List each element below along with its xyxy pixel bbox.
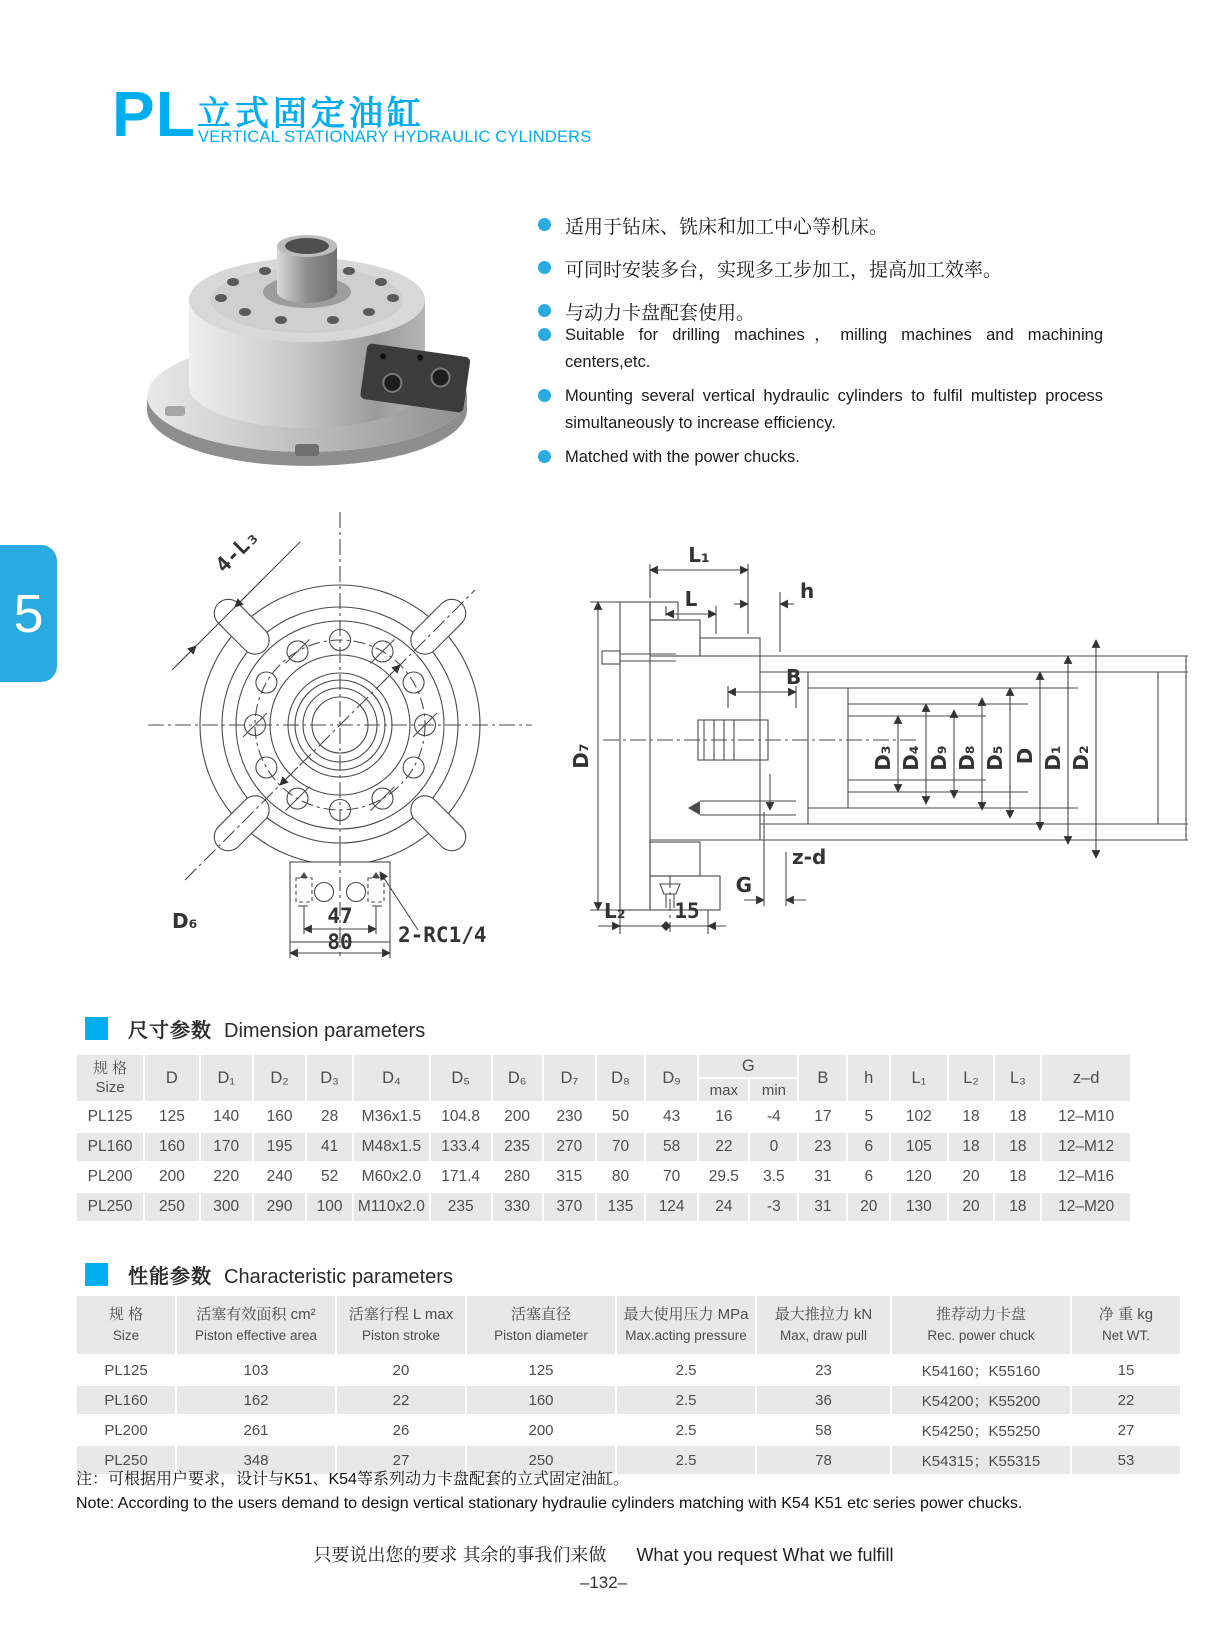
b-label: B (786, 665, 802, 689)
col-L2: L₂ (948, 1054, 995, 1102)
d6-label: D₆ (172, 909, 198, 933)
bullet-icon (538, 261, 551, 274)
col-D: D (144, 1054, 199, 1102)
col-net-weight: 净 重 kg Net WT. (1071, 1295, 1181, 1355)
series-code: PL (112, 78, 196, 150)
features-en (538, 322, 1103, 478)
col-h: h (847, 1054, 890, 1102)
col-D1: D₁ (200, 1054, 253, 1102)
note-en: Note: According to the users demand to design vertical stationary hydraulie cylinders matching with K54 K51 etc series power chucks. (76, 1495, 1023, 1512)
chapter-tab: 5 (0, 545, 57, 682)
page-title-zh: 立式固定油缸 (197, 95, 425, 133)
footnotes (76, 1468, 1022, 1516)
col-D5: D₅ (430, 1054, 492, 1102)
table-row: PL200 261 26 200 2.5 58 K54250；K55250 27 (76, 1415, 1181, 1445)
col-B: B (798, 1054, 847, 1102)
section-square-icon (85, 1263, 108, 1286)
col-D2: D₂ (253, 1054, 306, 1102)
table-row: PL125 103 20 125 2.5 23 K54160；K55160 15 (76, 1355, 1181, 1385)
col-G-max: max (698, 1078, 749, 1102)
d5-label: D₅ (983, 745, 1007, 771)
product-photo (135, 200, 495, 468)
col-size: 规 格 Size (76, 1054, 144, 1102)
front-view-drawing (130, 500, 550, 962)
table-row: PL160 160 170 195 41 M48x1.5 133.4 235 270 70 58 22 0 23 6 105 18 18 12–M12 (76, 1132, 1131, 1162)
d7-label: D₇ (569, 743, 593, 769)
col-max-pull: 最大推拉力 kN Max, draw pull (756, 1295, 891, 1355)
l-label: L (684, 587, 698, 611)
col-zd: z–d (1041, 1054, 1131, 1102)
col-piston-diameter: 活塞直径 Piston diameter (466, 1295, 616, 1355)
page-title-en: VERTICAL STATIONARY HYDRAULIC CYLINDERS (198, 128, 592, 146)
bullet-icon (538, 450, 551, 463)
col-G-min: min (749, 1078, 798, 1102)
feature-item: Matched with the power chucks. (538, 444, 1103, 471)
characteristic-section-title: 性能参数 Characteristic parameters (85, 1260, 453, 1289)
col-max-pressure: 最大使用压力 MPa Max.acting pressure (616, 1295, 756, 1355)
feature-item: Suitable for drilling machines，milling machines and machining centers,etc. (538, 322, 1103, 376)
section-square-icon (85, 1017, 108, 1040)
cylinder-body (602, 602, 1188, 932)
footer-slogan: 只要说出您的要求 其余的事我们来做 What you request What we fulfill (313, 1545, 894, 1565)
zd-label: z-d (792, 845, 827, 869)
section-view-drawing (548, 512, 1193, 950)
note-zh: 注：可根据用户要求，设计与K51、K54等系列动力卡盘配套的立式固定油缸。 (76, 1471, 629, 1488)
dim-80: 80 (327, 930, 353, 954)
col-D8: D₈ (596, 1054, 645, 1102)
d4-label: D₄ (899, 745, 923, 771)
table-row: PL250 250 300 290 100 M110x2.0 235 330 370 135 124 24 -3 31 20 130 20 18 12–M20 (76, 1192, 1131, 1222)
d1-label: D₁ (1041, 745, 1065, 771)
col-size: 规 格 Size (76, 1295, 176, 1355)
d8-label: D₈ (955, 745, 979, 771)
col-D3: D₃ (306, 1054, 353, 1102)
dim-15: 15 (674, 899, 700, 923)
table-row: PL160 162 22 160 2.5 36 K54200；K55200 22 (76, 1385, 1181, 1415)
ports-label: 2-RC1/4 (398, 923, 487, 947)
table-row: PL250 348 27 250 2.5 78 K54315；K55315 53 (76, 1445, 1181, 1475)
col-D4: D₄ (353, 1054, 430, 1102)
bullet-icon (538, 304, 551, 317)
col-piston-area: 活塞有效面积 cm² Piston effective area (176, 1295, 336, 1355)
h-label: h (800, 579, 815, 603)
table-row: PL125 125 140 160 28 M36x1.5 104.8 200 230 50 43 16 -4 17 5 102 18 18 12–M10 (76, 1102, 1131, 1132)
feature-item: 适用于钻床、铣床和加工中心等机床。 (538, 212, 1138, 239)
d2-label: D₂ (1069, 745, 1093, 771)
slot-count-label: 4-L₃ (210, 524, 264, 578)
bullet-icon (538, 328, 551, 341)
feature-item: Mounting several vertical hydraulic cylinders to fulfil multistep process simultaneously to increase efficiency. (538, 383, 1103, 437)
g-label: G (735, 873, 752, 897)
l1-label: L₁ (688, 543, 710, 567)
col-D6: D₆ (492, 1054, 543, 1102)
bullet-icon (538, 389, 551, 402)
l2-label: L₂ (604, 899, 626, 923)
d-label: D (1013, 747, 1037, 765)
dimension-section-title: 尺寸参数 Dimension parameters (85, 1014, 425, 1043)
col-D9: D₉ (645, 1054, 698, 1102)
feature-item: 可同时安装多台，实现多工步加工，提高加工效率。 (538, 255, 1138, 282)
feature-item: 与动力卡盘配套使用。 (538, 298, 1138, 325)
dim-47: 47 (327, 904, 353, 928)
d3-label: D₃ (871, 745, 895, 771)
col-L3: L₃ (994, 1054, 1041, 1102)
col-D7: D₇ (543, 1054, 596, 1102)
bullet-icon (538, 218, 551, 231)
col-rec-chuck: 推荐动力卡盘 Rec. power chuck (891, 1295, 1071, 1355)
d9-label: D₉ (927, 745, 951, 771)
col-piston-stroke: 活塞行程 L max Piston stroke (336, 1295, 466, 1355)
col-G: G (698, 1054, 798, 1078)
col-L1: L₁ (890, 1054, 948, 1102)
dimension-table (75, 1053, 1132, 1223)
page-number: –132– (579, 1573, 628, 1592)
table-row: PL200 200 220 240 52 M60x2.0 171.4 280 315 80 70 29.5 3.5 31 6 120 20 18 12–M16 (76, 1162, 1131, 1192)
characteristic-table (75, 1294, 1154, 1476)
